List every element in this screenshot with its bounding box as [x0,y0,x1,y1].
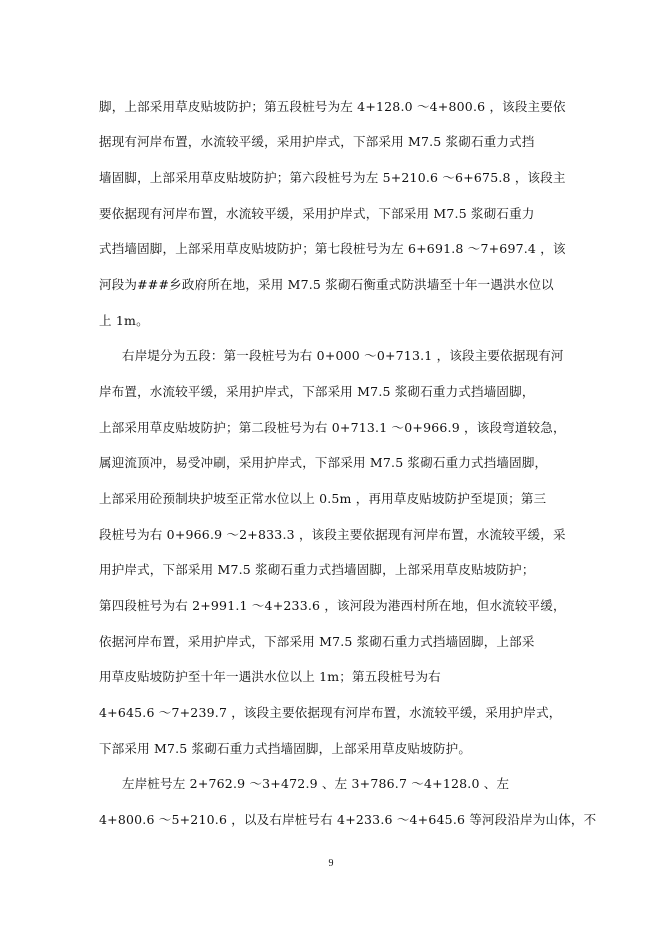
text-line: 段桩号为右 0+966.9 ～2+833.3 ，该段主要依据现有河岸布置，水流较平缓，采 [99,527,566,542]
text-line: 用护岸式，下部采用 M7.5 浆砌石重力式挡墙固脚，上部采用草皮贴坡防护； [99,562,535,577]
page-number: 9 [328,858,334,869]
paragraph-first-line: 左岸桩号左 2+762.9 ～3+472.9 、左 3+786.7 ～4+128.0 、左 [122,776,510,791]
text-line: 用草皮贴坡防护至十年一遇洪水位以上 1m；第五段桩号为右 [99,669,441,684]
text-line: 河段为###乡政府所在地，采用 M7.5 浆砌石衡重式防洪墙至十年一遇洪水位以 [99,277,554,292]
text-line: 墙固脚，上部采用草皮贴坡防护；第六段桩号为左 5+210.6 ～6+675.8 ，该段主 [99,170,566,185]
text-line: 据现有河岸布置，水流较平缓，采用护岸式，下部采用 M7.5 浆砌石重力式挡 [99,134,535,149]
text-line: 式挡墙固脚，上部采用草皮贴坡防护；第七段桩号为左 6+691.8 ～7+697.4 ，该 [99,241,566,256]
text-line: 属迎流顶冲，易受冲刷，采用护岸式，下部采用 M7.5 浆砌石重力式挡墙固脚， [99,455,548,470]
text-line: 下部采用 M7.5 浆砌石重力式挡墙固脚，上部采用草皮贴坡防护。 [99,741,472,756]
text-line: 岸布置，水流较平缓，采用护岸式，下部采用 M7.5 浆砌石重力式挡墙固脚， [99,384,535,399]
text-line: 上 1m。 [99,313,149,328]
text-line: 上部采用砼预制块护坡至正常水位以上 0.5m ，再用草皮贴坡防护至堤顶；第三 [99,491,547,506]
text-line: 4+800.6 ～5+210.6 ，以及右岸桩号右 4+233.6 ～4+645.6 等河段沿岸为山体，不 [99,812,597,827]
text-line: 脚，上部采用草皮贴坡防护；第五段桩号为左 4+128.0 ～4+800.6 ，该段主要依 [99,99,566,114]
paragraph-first-line: 右岸堤分为五段：第一段桩号为右 0+000 ～0+713.1 ，该段主要依据现有河 [122,348,564,363]
text-line: 要依据现有河岸布置，水流较平缓，采用护岸式，下部采用 M7.5 浆砌石重力 [99,206,535,221]
text-line: 上部采用草皮贴坡防护；第二段桩号为右 0+713.1 ～0+966.9 ，该段弯道较急， [99,420,566,435]
text-line: 4+645.6 ～7+239.7 ，该段主要依据现有河岸布置，水流较平缓，采用护岸式， [99,705,562,720]
text-line: 依据河岸布置，采用护岸式，下部采用 M7.5 浆砌石重力式挡墙固脚，上部采 [99,634,535,649]
text-line: 第四段桩号为右 2+991.1 ～4+233.6 ，该河段为港西村所在地，但水流较平缓， [99,598,566,613]
